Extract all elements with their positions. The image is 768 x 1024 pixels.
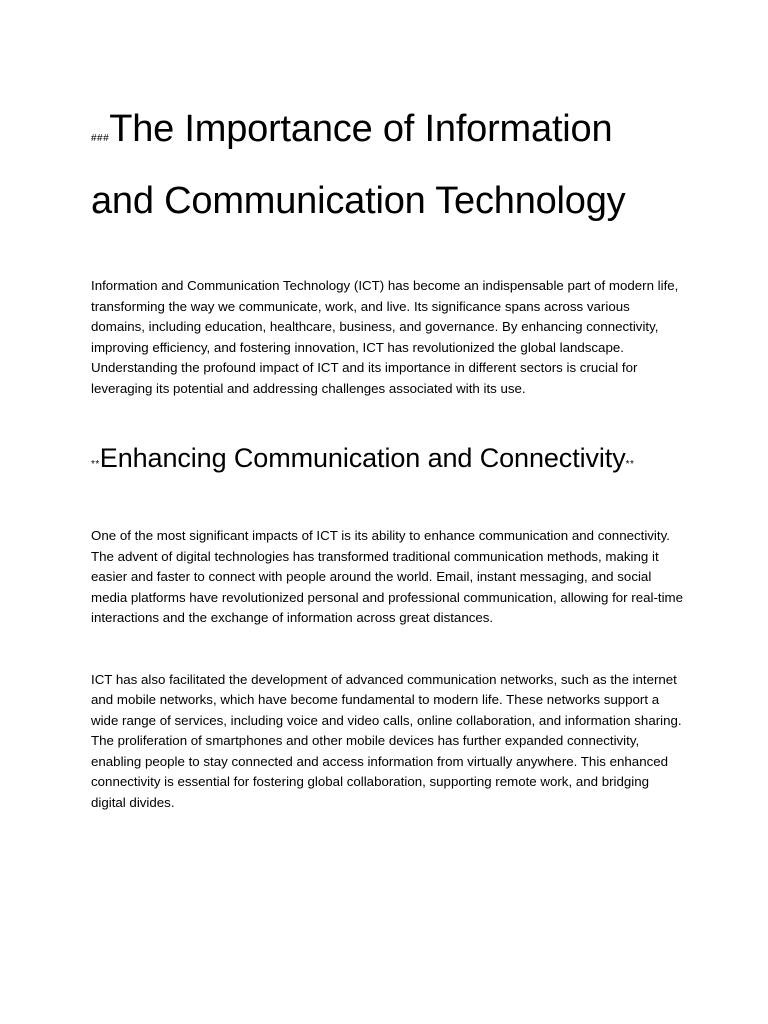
- intro-paragraph: Information and Communication Technology (ICT) has become an indispensable part of modern life, transforming the way we communicate, work, and live. Its significance spans across various domains, including education, healthcare, business, and governance. By enhancing connectivity, improving efficiency, and fostering innovation, ICT has revolutionized the global landscape. Understanding the profound impact of ICT and its importance in different sectors is crucial for leveraging its potential and addressing challenges associated with its use.: [91, 278, 679, 396]
- title-marker: ###: [91, 133, 110, 144]
- section-paragraph-1: One of the most significant impacts of ICT is its ability to enhance communication and connectivity. The advent of digital technologies has transformed traditional communication methods, making it easier and faster to connect with people around the world. Email, instant messaging, and social media platforms have revolutionized personal and professional communication, allowing for real-time interactions and the exchange of information across great distances.: [91, 528, 684, 625]
- document-content: [91, 98, 683, 813]
- section-paragraph-2: ICT has also facilitated the development of advanced communication networks, such as the internet and mobile networks, which have become fundamental to modern life. These networks support a wide range of services, including voice and video calls, online collaboration, and information sharing. The proliferation of smartphones and other mobile devices has further expanded connectivity, enabling people to stay connected and access information from virtually anywhere. This enhanced connectivity is essential for fostering global collaboration, supporting remote work, and bridging digital divides.: [91, 671, 682, 810]
- title-text: The Importance of Information and Communication Technology: [91, 108, 626, 222]
- section-heading-text: Enhancing Communication and Connectivity: [99, 443, 626, 473]
- heading-marker-open: **: [91, 459, 100, 470]
- heading-marker-close: **: [625, 459, 635, 470]
- document-title: [91, 98, 683, 232]
- section-heading: [91, 436, 683, 487]
